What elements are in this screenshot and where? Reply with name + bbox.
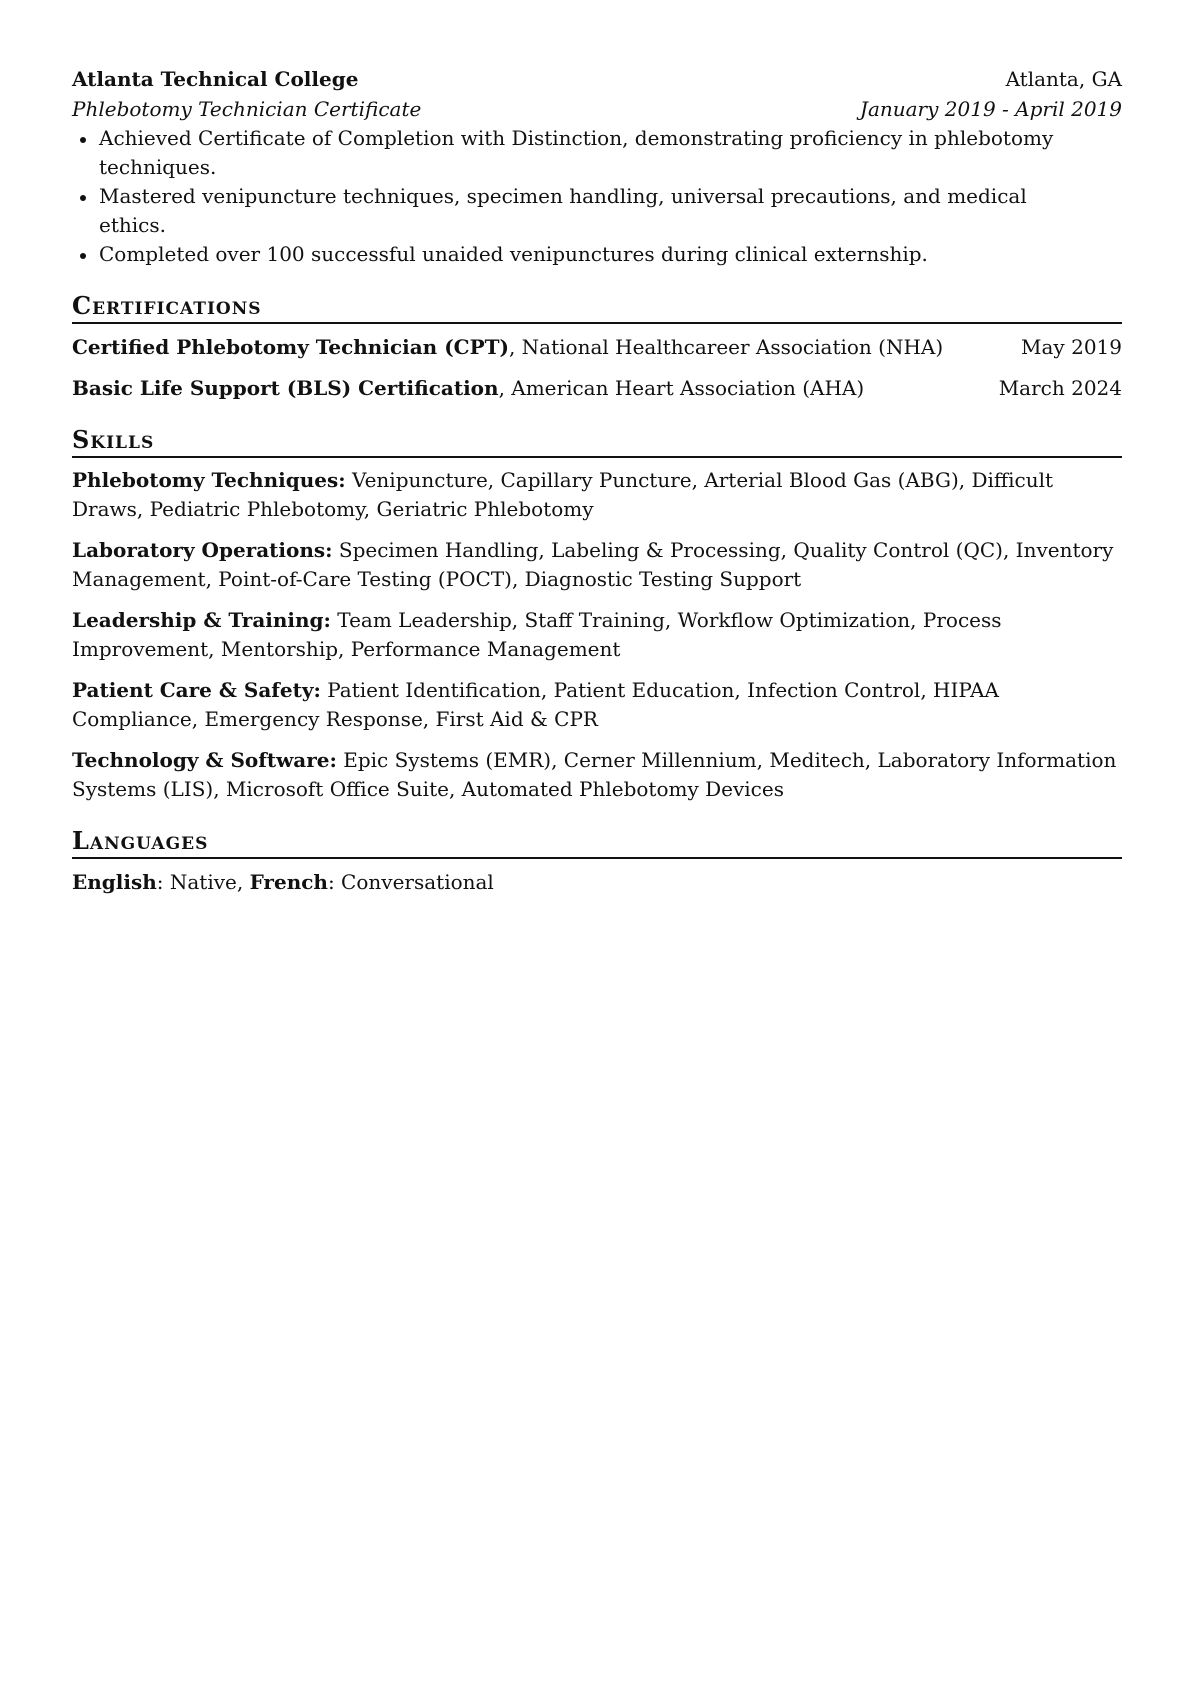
skill-values: Venipuncture, Capillary Puncture, Arterial Blood Gas (ABG), Difficult Draws, Pediatric Phlebotomy, Geriatric Phlebotomy	[72, 468, 1054, 521]
certification-issuer: , National Healthcareer Association (NHA)	[508, 335, 944, 359]
institution-name: Atlanta Technical College	[72, 67, 359, 91]
education-header-row	[72, 64, 1122, 94]
skill-values: Patient Identification, Patient Education, Infection Control, HIPAA Compliance, Emergency Response, First Aid & CPR	[72, 678, 999, 731]
language-level: : Conversational	[327, 870, 494, 894]
language-separator: ,	[236, 870, 250, 894]
skill-values: Epic Systems (EMR), Cerner Millennium, Meditech, Laboratory Information Systems (LIS), Microsoft Office Suite, Automated Phlebotomy Devices	[72, 748, 1117, 801]
language-name: English	[72, 870, 157, 894]
language-level: : Native	[156, 870, 237, 894]
certification-row	[72, 332, 1122, 362]
skill-values: Team Leadership, Staff Training, Workflow Optimization, Process Improvement, Mentorship, Performance Management	[72, 608, 1002, 661]
education-bullets	[72, 124, 1122, 269]
language-name: French	[249, 870, 328, 894]
skill-category: Leadership & Training:	[72, 608, 331, 632]
program-dates: January 2019 - April 2019	[859, 97, 1122, 121]
institution-location: Atlanta, GA	[1005, 67, 1122, 91]
certifications-heading: Certifications	[72, 291, 1122, 324]
skill-category: Technology & Software:	[72, 748, 337, 772]
certification-name: Basic Life Support (BLS) Certification	[72, 376, 499, 400]
education-entry	[72, 64, 1122, 269]
resume-page	[72, 64, 1122, 897]
skill-category: Laboratory Operations:	[72, 538, 333, 562]
list-item: Achieved Certificate of Completion with Distinction, demonstrating proficiency in phlebotomy techniques.	[99, 124, 1122, 182]
list-item: Completed over 100 successful unaided venipunctures during clinical externship.	[99, 240, 1122, 269]
skill-category: Patient Care & Safety:	[72, 678, 321, 702]
skills-list	[72, 466, 1122, 804]
program-name: Phlebotomy Technician Certificate	[72, 97, 422, 121]
skill-item	[72, 536, 1122, 594]
skills-heading: Skills	[72, 425, 1122, 458]
certification-text	[72, 332, 943, 362]
education-program-row	[72, 94, 1122, 124]
skill-item	[72, 746, 1122, 804]
certifications-list	[72, 332, 1122, 403]
languages-heading: Languages	[72, 826, 1122, 859]
certification-text	[72, 373, 864, 403]
skill-item	[72, 676, 1122, 734]
skill-item	[72, 606, 1122, 664]
list-item: Mastered venipuncture techniques, specimen handling, universal precautions, and medical ethics.	[99, 182, 1122, 240]
languages-line	[72, 867, 1122, 897]
skill-item	[72, 466, 1122, 524]
certification-name: Certified Phlebotomy Technician (CPT)	[72, 335, 509, 359]
certification-date: March 2024	[998, 376, 1122, 400]
skill-category: Phlebotomy Techniques:	[72, 468, 346, 492]
skill-values: Specimen Handling, Labeling & Processing, Quality Control (QC), Inventory Management, Point-of-Care Testing (POCT), Diagnostic Testing Support	[72, 538, 1114, 591]
certification-row	[72, 373, 1122, 403]
certification-issuer: , American Heart Association (AHA)	[498, 376, 865, 400]
certification-date: May 2019	[1021, 335, 1122, 359]
